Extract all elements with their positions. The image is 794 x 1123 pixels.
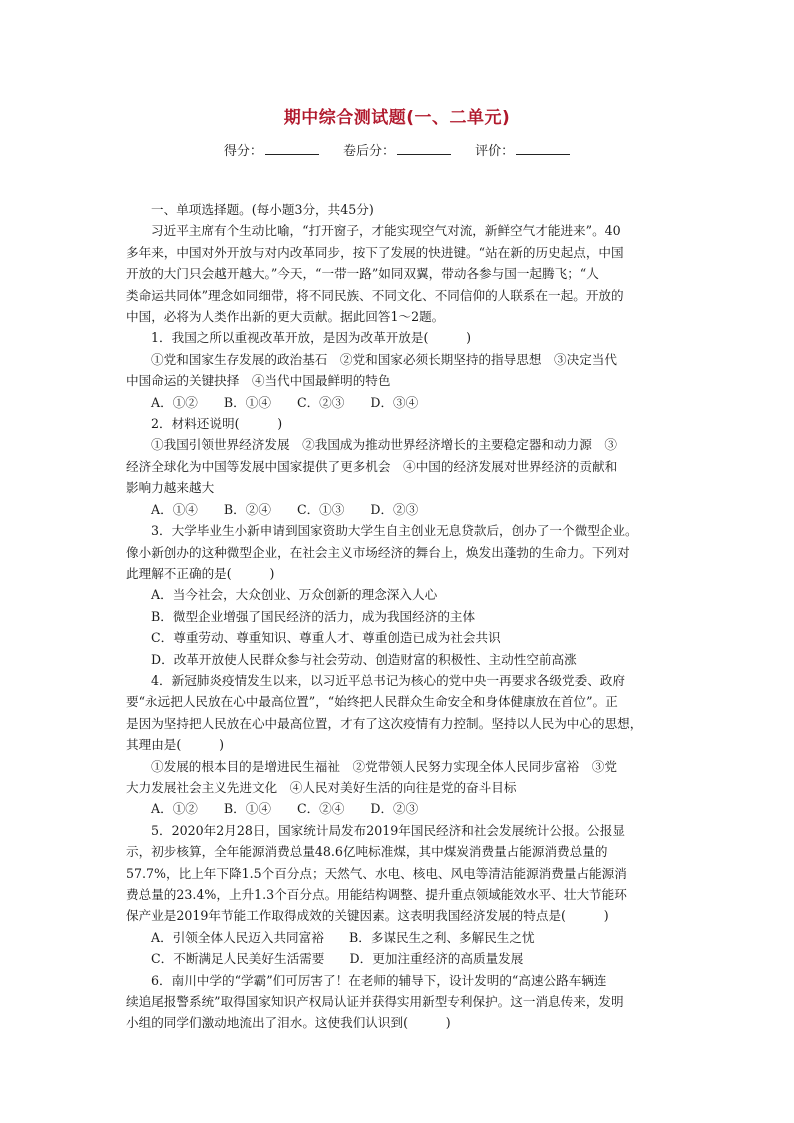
material-line: 多年来，中国对外开放与对内改革同步，按下了发展的快进键。“站在新的历史起点，中国 [126,244,624,260]
q2-statements: 影响力越来越大 [126,480,215,496]
post-score-blank [397,142,451,155]
q4-option-c: C．②④ [296,801,345,817]
q4-statements: 大力发展社会主义先进文化 ④人民对美好生活的向往是党的奋斗目标 [126,779,517,795]
q3-option-c: C．尊重劳动、尊重知识、尊重人才、尊重创造已成为社会共识 [151,630,501,646]
q4-statements: ①发展的根本目的是增进民生福祉 ②党带领人民努力实现全体人民同步富裕 ③党 [151,758,617,774]
section-heading: 一、单项选择题。(每小题3分，共45分) [151,202,374,217]
q1-statements: 中国命运的关键抉择 ④当代中国最鲜明的特色 [126,373,391,389]
post-score-field [343,140,451,159]
q5-stem: 保产业是2019年节能工作取得成效的关键因素。这表明我国经济发展的特点是( ) [126,908,609,924]
q2-statements: ①我国引领世界经济发展 ②我国成为推动世界经济增长的主要稳定器和动力源 ③ [151,437,617,453]
q4-option-a: A．①② [151,801,198,817]
q1-option-c: C．②③ [296,394,345,410]
q4-stem: 是因为坚持把人民放在心中最高位置，才有了这次疫情有力控制。坚持以人民为中心的思想， [126,715,643,731]
evaluation-label: 评价： [475,144,515,159]
page-title: 期中综合测试题(一、二单元) [283,108,511,128]
material-line: 类命运共同体”理念如同细带，将不同民族、不同文化、不同信仰的人联系在一起。开放的 [126,287,624,303]
q2-option-c: C．①③ [296,501,345,517]
q4-options [126,798,676,819]
evaluation-field [475,140,570,159]
material-line: 中国，必将为人类作出新的更大贡献。据此回答1～2题。 [126,309,445,325]
q2-stem: 2．材料还说明( ) [151,416,283,432]
q3-option-a: A．当今社会，大众创业、万众创新的理念深入人心 [151,587,438,603]
q1-option-b: B．①④ [223,394,271,410]
material-line: 开放的大门只会越开越大。”今天，“一带一路”如同双翼，带动各参与国一起腾飞；“人 [126,266,599,282]
q5-options-cd: C．不断满足人民美好生活需要 D．更加注重经济的高质量发展 [151,951,524,967]
q4-stem: 其理由是( ) [126,737,224,753]
question-body [126,199,676,1034]
q5-stem: 57.7%，比上年下降1.5个百分点；天然气、水电、核电、风电等清洁能源消费量占能源消 [126,865,627,881]
q3-stem: 3．大学毕业生小新申请到国家资助大学生自主创业无息贷款后，创办了一个微型企业。 [151,523,638,539]
q2-option-d: D．②③ [370,501,419,517]
score-field [224,140,319,159]
q3-stem: 此理解不正确的是( ) [126,565,275,581]
q5-stem: 费总量的23.4%，上升1.3个百分点。用能结构调整、提升重点领域能效水平、壮大节能环 [126,887,627,902]
q3-stem: 像小新创办的这种微型企业，在社会主义市场经济的舞台上，焕发出蓬勃的生命力。下列对 [126,544,630,560]
q3-option-d: D．改革开放使人民群众参与社会劳动、创造财富的积极性、主动性空前高涨 [151,651,577,667]
material-line: 习近平主席有个生动比喻，“打开窗子，才能实现空气对流，新鲜空气才能进来”。40 [151,223,621,239]
evaluation-blank [516,142,570,155]
q6-stem: 续追尾报警系统”取得国家知识产权局认证并获得实用新型专利保护。这一消息传来，发明 [126,994,624,1010]
q4-stem: 4．新冠肺炎疫情发生以来，以习近平总书记为核心的党中央一再要求各级党委、政府 [151,672,625,688]
score-line [0,140,794,159]
q4-option-d: D．②③ [370,801,419,817]
q1-stem: 1．我国之所以重视改革开放，是因为改革开放是( ) [151,330,472,346]
q5-stem: 5．2020年2月28日，国家统计局发布2019年国民经济和社会发展统计公报。公报显 [151,822,625,838]
q6-stem: 小组的同学们激动地流出了泪水。这使我们认识到( ) [126,1015,451,1031]
q1-statements: ①党和国家生存发展的政治基石 ②党和国家必须长期坚持的指导思想 ③决定当代 [151,351,617,367]
q2-option-b: B．②④ [223,501,271,517]
q1-option-a: A．①② [151,394,198,410]
score-label: 得分： [223,144,263,159]
q2-option-a: A．①④ [151,501,198,517]
q6-stem: 6．南川中学的“学霸”们可厉害了！在老师的辅导下，设计发明的“高速公路车辆连 [151,972,607,988]
post-score-label: 卷后分： [342,144,395,159]
q2-statements: 经济全球化为中国等发展中国家提供了更多机会 ④中国的经济发展对世界经济的贡献和 [126,458,618,474]
q3-option-b: B．微型企业增强了国民经济的活力，成为我国经济的主体 [151,608,476,624]
score-blank [265,142,319,155]
q4-stem: 要“永远把人民放在心中最高位置”，“始终把人民群众生命安全和身体健康放在首位”。正 [126,694,618,710]
q1-option-d: D．③④ [370,394,419,410]
q1-options [126,392,676,413]
q5-stem: 示，初步核算，全年能源消费总量48.6亿吨标准煤，其中煤炭消费量占能源消费总量的 [126,844,608,860]
q5-options-ab: A．引领全体人民迈入共同富裕 B．多谋民生之利、多解民生之忧 [151,929,535,945]
q4-option-b: B．①④ [223,801,271,817]
q2-options [126,499,676,520]
